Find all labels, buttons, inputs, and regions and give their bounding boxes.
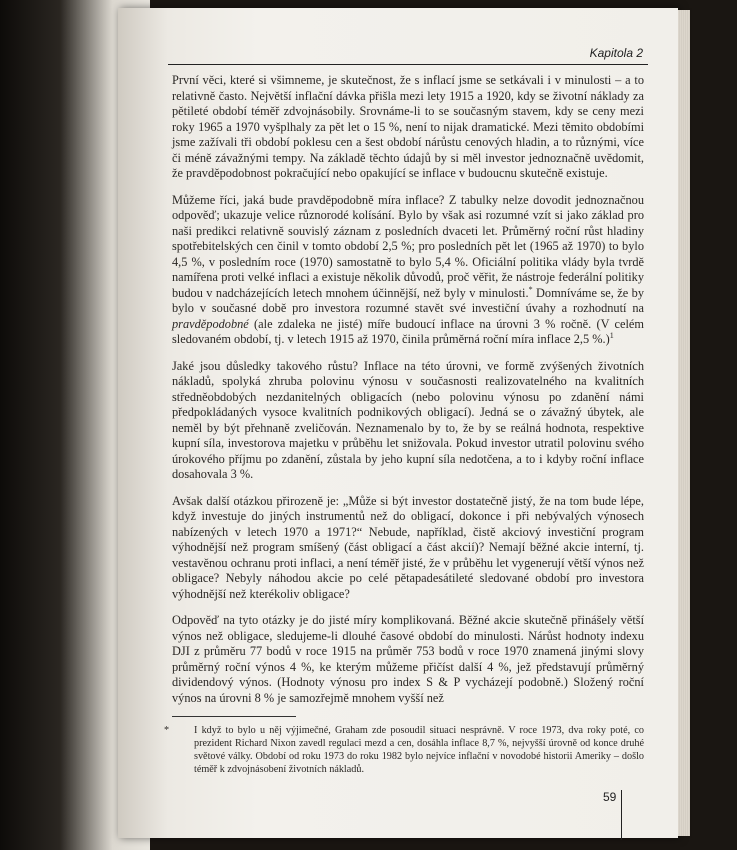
paragraph-1: První věci, které si všimneme, je skutečnost, že s inflací jsme se setkávali i v minulosti – a to relativně často. Největší inflační dávka přišla mezi lety 1915 a 1920, kdy se životní náklady za pětileté období téměř zdvojnásobily. Srovnáme-li to se současným stavem, kdy se ceny mezi roky 1965 a 1970 vyšplhaly za pět let o 15 %, není to nijak dramatické. Mezi těmito obdobími jsme zažívali tři období poklesu cen a šest období nárůstu cenových hladin, a to různými, více či méně závažnými tempy. Na základě těchto údajů by si měl investor jednoznačně uvědomit, že pravděpodobnost pokračující nebo opakující se inflace v budoucnu skutečně existuje. xyxy=(172,73,644,180)
paragraph-2-part-b: Domníváme se, že by bylo v současné době pro investora rozumné stavět své investiční úvahy a rozhodnutí na xyxy=(172,285,644,315)
page-number: 59 xyxy=(603,790,617,804)
paragraph-3: Jaké jsou důsledky takového růstu? Inflace na této úrovni, ve formě zvýšených životních nákladů, spolyká zhruba polovinu výnosu v současnosti realizovatelného na kvalitních středněobdobých nezdanitelných obligacích (nebo polovinu výnosu po zdanění námi předpokládaných vysoce kvalitních podnikových obligací). Jedná se o závažný úbytek, ale neměl by být přehnaně zveličován. Neznamenalo by to, že by se reálná hodnota, respektive kupní síla, investorova majetku v průběhu let snižovala. Pokud investor utratil polovinu svého úrokového příjmu po zdanění, zůstala by jeho kupní síla nedotčena, a to i kdyby roční inflace dosahovala 3 %. xyxy=(172,358,644,481)
running-head: Kapitola 2 xyxy=(589,46,643,60)
footnote-text: I když to bylo u něj výjimečné, Graham zde posoudil situaci nesprávně. V roce 1973, dva roky poté, co prezident Richard Nixon zavedl regulaci mezd a cen, dosáhla inflace 8,7 %, nejvyšší úrovně od konce druhé světové války. Období od roku 1973 do roku 1982 bylo nejvíce inflační v novodobé historii Ameriky – došlo téměř k zdvojnásobení životních nákladů. xyxy=(194,725,644,775)
footnote-mark: * xyxy=(164,725,170,736)
footnote-ref-1: 1 xyxy=(609,330,614,340)
header-rule xyxy=(168,64,648,65)
body-text xyxy=(172,73,644,717)
paragraph-2-emphasis: pravděpodobné xyxy=(172,316,249,331)
crop-mark xyxy=(621,790,622,840)
page-stack-edge xyxy=(678,10,690,836)
paragraph-5: Odpověď na tyto otázky je do jisté míry komplikovaná. Běžné akcie skutečně přinášely větší výnos než obligace, sledujeme-li dlouhé časové období do minulosti. Nárůst hodnoty indexu DJI z průměru 77 bodů v roce 1915 na průměr 753 bodů v roce 1970 znamená jinými slovy průměrný roční výnos 4 %, ke kterým můžeme přičíst další 4 %, jež představují průměrný dividendový výnos. (Hodnoty výnosu pro index S & P vycházejí podobně.) Složený roční výnos na úrovni 8 % je samozřejmě mnohem vyšší než xyxy=(172,613,644,705)
footnote xyxy=(164,724,644,776)
footnote-rule xyxy=(172,716,296,717)
paragraph-4: Avšak další otázkou přirozeně je: „Může si být investor dostatečně jistý, že na tom bude lépe, když investuje do jiných instrumentů než do obligací, dokonce i při nebývalých výnosech nabízených v letech 1970 a 1971?“ Nebude, například, čistě akciový investiční program výhodnější než program smíšený (část obligací a část akcií)? Nemají běžné akcie interní, tj. vestavěnou ochranu proti inflaci, a není téměř jisté, že v průběhu let vygenerují větší výnos než obligace? Nebyly náhodou akcie po celé pětapadesátileté sledované období pro investora výhodnější než kterékoliv obligace? xyxy=(172,493,644,601)
paragraph-2-part-c: (ale zdaleka ne jisté) míře budoucí inflace na úrovni 3 % ročně. (V celém sledovaném období, tj. v letech 1915 až 1970, činila průměrná roční míra inflace 2,5 %.) xyxy=(172,316,644,346)
paragraph-2 xyxy=(172,193,644,348)
paragraph-2-part-a: Můžeme říci, jaká bude pravděpodobně míra inflace? Z tabulky nelze dovodit jednoznačnou odpověď; ukazuje velice různorodé kolísání. Bylo by však asi rozumné vzít si jako základ pro naši predikci relativně souvislý záznam z posledních dvaceti let. Průměrný roční růst hladiny spotřebitelských cen činil v tomto období 2,5 %; pro posledních pět let (1965 až 1970) to bylo 4,5 %, v posledním roce (1970) samostatně to bylo 5,4 %. Oficiální politika vlády byla tvrdě namířena proti velké inflaci a existuje několik důvodů, proč věřit, že nástroje federální politiky budou v nadcházejících letech mnohem účinnější, než byly v minulosti. xyxy=(172,192,644,300)
footnote-ref-asterisk: * xyxy=(528,284,533,294)
